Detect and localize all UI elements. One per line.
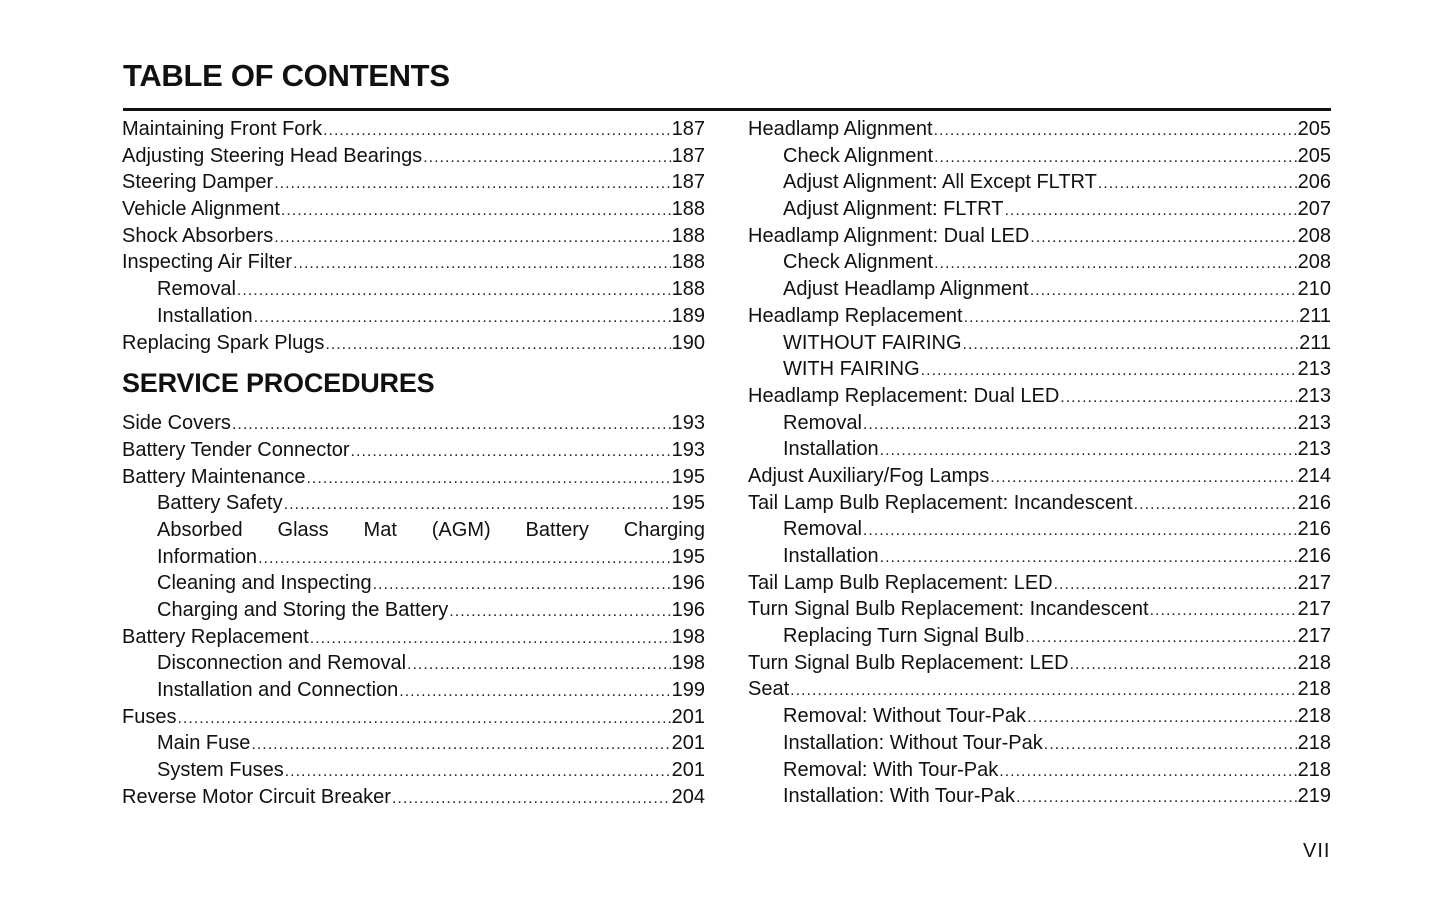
toc-entry-label: Battery Safety [157, 492, 283, 515]
toc-entry[interactable] [122, 597, 705, 624]
toc-entry-page-number: 190 [671, 331, 705, 354]
toc-entry[interactable] [122, 784, 705, 811]
toc-entry-label: Replacing Turn Signal Bulb [783, 625, 1025, 648]
agm-word: Mat [363, 518, 397, 541]
dot-leader [863, 412, 1297, 439]
dot-leader [880, 545, 1297, 572]
toc-entry-page-number: 201 [671, 732, 705, 755]
toc-entry-page-number: 187 [671, 118, 705, 140]
toc-entry-page-number: 211 [1299, 331, 1331, 354]
toc-entry[interactable] [748, 676, 1331, 703]
dot-leader [1134, 492, 1297, 519]
toc-entry-label: Removal [157, 278, 236, 301]
toc-entry[interactable] [122, 490, 705, 517]
toc-entry-label: Headlamp Replacement: Dual LED [748, 384, 1060, 407]
dot-leader [325, 332, 670, 359]
toc-entry-page-number: 218 [1297, 705, 1331, 728]
toc-entry-page-number: 188 [671, 251, 705, 274]
dot-leader [251, 732, 670, 759]
dot-leader [1060, 385, 1296, 412]
dot-leader [863, 518, 1297, 545]
toc-entry-label: Adjust Alignment: All Except FLTRT [783, 171, 1097, 194]
toc-entry[interactable] [122, 624, 705, 651]
toc-entry-label: Removal [783, 411, 862, 434]
toc-entry[interactable] [748, 276, 1331, 303]
dot-leader [177, 706, 670, 733]
toc-entry-label: WITHOUT FAIRING [783, 331, 962, 354]
toc-entry[interactable] [748, 249, 1331, 276]
toc-entry-page-number: 219 [1297, 785, 1331, 808]
toc-entry[interactable] [122, 677, 705, 704]
toc-entry-label: Inspecting Air Filter [122, 251, 293, 274]
toc-entry-page-number: 188 [671, 278, 705, 301]
toc-entry-page-number: 193 [671, 438, 705, 461]
toc-entry-page-number: 210 [1297, 278, 1331, 301]
toc-entry-label: Vehicle Alignment [122, 198, 280, 221]
dot-leader [310, 626, 671, 653]
dot-leader [1054, 572, 1297, 599]
dot-leader [281, 198, 671, 225]
toc-entry[interactable] [122, 437, 705, 464]
toc-entry-page-number: 213 [1297, 384, 1331, 407]
toc-entry-label: Headlamp Alignment [748, 118, 933, 140]
toc-entry-page-number: 205 [1297, 144, 1331, 167]
toc-entry-page-number: 201 [671, 759, 705, 782]
toc-entry[interactable] [748, 730, 1331, 757]
toc-list-right [748, 116, 1331, 810]
toc-entry-label: Steering Damper [122, 171, 274, 194]
dot-leader [1044, 732, 1297, 759]
toc-entry[interactable] [122, 116, 705, 143]
toc-entry-page-number: 195 [671, 545, 705, 568]
toc-entry[interactable] [122, 330, 705, 357]
toc-entry-page-number: 216 [1297, 491, 1331, 514]
dot-leader [963, 332, 1299, 359]
toc-entry[interactable] [122, 143, 705, 170]
dot-leader [1150, 598, 1297, 625]
toc-entry-label: Charging and Storing the Battery [157, 599, 449, 621]
dot-leader [423, 145, 670, 172]
toc-entry[interactable] [122, 410, 705, 437]
toc-entry-label: Reverse Motor Circuit Breaker [122, 785, 391, 808]
dot-leader [921, 358, 1297, 385]
toc-entry-page-number: 213 [1297, 438, 1331, 461]
toc-entry-page-number: 216 [1297, 518, 1331, 541]
dot-leader [407, 652, 671, 679]
dot-leader [990, 465, 1296, 492]
toc-entry-label: Installation and Connection [157, 679, 399, 702]
toc-entry-page-number: 216 [1297, 545, 1331, 567]
toc-entry-page-number: 198 [671, 652, 705, 675]
dot-leader [1004, 198, 1296, 225]
dot-leader [373, 572, 671, 599]
toc-entry-label: Fuses [122, 705, 177, 728]
toc-entry[interactable] [748, 757, 1331, 784]
toc-entry-label: System Fuses [157, 759, 284, 782]
page-folio: VII [1303, 840, 1331, 862]
toc-entry-page-number: 208 [1297, 251, 1331, 274]
toc-entry-page-number: 193 [671, 412, 705, 435]
toc-entry-page-number: 188 [671, 198, 705, 221]
dot-leader [449, 599, 670, 626]
toc-entry-page-number: 196 [671, 572, 705, 595]
toc-entry-label: Tail Lamp Bulb Replacement: Incandescent [748, 491, 1133, 514]
toc-entry-label: Turn Signal Bulb Replacement: Incandescent [748, 598, 1149, 621]
dot-leader [1098, 171, 1297, 198]
toc-entry-page-number: 189 [671, 304, 705, 327]
toc-entry-page-number: 208 [1297, 224, 1331, 247]
dot-leader [258, 546, 671, 573]
toc-entry-label: Installation [783, 545, 879, 567]
dot-leader [1027, 705, 1297, 732]
toc-entry[interactable] [122, 303, 705, 330]
toc-entry-label: Tail Lamp Bulb Replacement: LED [748, 571, 1053, 594]
toc-entry-page-number: 188 [671, 224, 705, 247]
page-title: TABLE OF CONTENTS [123, 58, 450, 93]
agm-word: Charging [623, 518, 705, 541]
dot-leader [790, 678, 1296, 705]
dot-leader [232, 412, 671, 439]
toc-entry-label: Battery Replacement [122, 625, 309, 648]
dot-leader [285, 759, 671, 786]
toc-entry-label: Turn Signal Bulb Replacement: LED [748, 651, 1069, 674]
toc-entry-label: WITH FAIRING [783, 358, 920, 381]
dot-leader [293, 251, 671, 278]
toc-list-left-top [122, 116, 705, 356]
toc-entry-label: Removal: Without Tour-Pak [783, 705, 1027, 728]
toc-entry-page-number: 211 [1299, 304, 1331, 327]
toc-entry[interactable] [122, 276, 705, 303]
toc-entry-page-number: 201 [671, 705, 705, 728]
toc-entry-label: Check Alignment [783, 251, 934, 274]
toc-entry-page-number: 214 [1297, 464, 1331, 487]
dot-leader [1030, 225, 1296, 252]
toc-entry[interactable] [748, 570, 1331, 597]
toc-entry-label: Battery Tender Connector [122, 438, 350, 461]
toc-entry-page-number: 218 [1297, 678, 1331, 701]
dot-leader [934, 118, 1297, 145]
dot-leader [306, 466, 670, 493]
toc-entry-page-number: 217 [1297, 571, 1331, 594]
toc-entry[interactable] [748, 383, 1331, 410]
agm-word: (AGM) [431, 518, 491, 541]
toc-entry[interactable] [748, 463, 1331, 490]
toc-entry-page-number: 195 [671, 465, 705, 488]
toc-entry-page-number: 217 [1297, 625, 1331, 648]
dot-leader [323, 118, 671, 145]
toc-entry[interactable] [748, 410, 1331, 437]
toc-entry-page-number: 199 [671, 679, 705, 702]
toc-entry-page-number: 213 [1297, 411, 1331, 434]
dot-leader [254, 305, 671, 332]
toc-entry[interactable] [122, 544, 705, 571]
toc-entry[interactable] [748, 703, 1331, 730]
toc-entry[interactable] [122, 169, 705, 196]
toc-entry-label: Adjusting Steering Head Bearings [122, 144, 423, 167]
toc-entry-page-number: 196 [671, 599, 705, 621]
toc-entry-label: Adjust Headlamp Alignment [783, 278, 1029, 301]
dot-leader [964, 305, 1299, 332]
title-rule [123, 108, 1331, 111]
toc-entry-page-number: 218 [1297, 731, 1331, 754]
toc-entry[interactable] [748, 303, 1331, 330]
toc-entry-label: Side Covers [122, 412, 231, 435]
toc-entry[interactable] [748, 223, 1331, 250]
toc-entry-label: Battery Maintenance [122, 465, 306, 488]
toc-entry[interactable] [748, 543, 1331, 570]
toc-entry-page-number: 206 [1297, 171, 1331, 194]
dot-leader [880, 438, 1297, 465]
toc-entry-label: Removal: With Tour-Pak [783, 758, 999, 781]
toc-entry-label: Installation: Without Tour-Pak [783, 731, 1043, 754]
agm-word: Battery [525, 518, 589, 541]
toc-entry[interactable] [122, 196, 705, 223]
toc-entry[interactable] [122, 704, 705, 731]
toc-entry-label: Information [157, 545, 258, 568]
toc-entry-agm-first-line[interactable] [122, 517, 705, 544]
right-column [748, 116, 1331, 810]
toc-entry-page-number: 217 [1297, 598, 1331, 621]
toc-entry[interactable] [748, 196, 1331, 223]
dot-leader [351, 439, 671, 466]
toc-entry[interactable] [748, 330, 1331, 357]
toc-entry[interactable] [748, 623, 1331, 650]
toc-entry-page-number: 218 [1297, 651, 1331, 674]
toc-entry[interactable] [122, 223, 705, 250]
toc-entry[interactable] [748, 143, 1331, 170]
toc-entry[interactable] [748, 783, 1331, 810]
toc-entry[interactable] [748, 436, 1331, 463]
toc-entry[interactable] [748, 169, 1331, 196]
toc-entry-label: Headlamp Replacement [748, 304, 963, 327]
dot-leader [399, 679, 670, 706]
toc-entry[interactable] [748, 116, 1331, 143]
toc-entry-page-number: 218 [1297, 758, 1331, 781]
dot-leader [1030, 278, 1297, 305]
toc-entry-label: Check Alignment [783, 144, 934, 167]
dot-leader [392, 786, 671, 813]
dot-leader [1025, 625, 1296, 652]
toc-list-left-bottom-a [122, 410, 705, 517]
toc-entry[interactable] [748, 490, 1331, 517]
toc-entry-label: Adjust Auxiliary/Fog Lamps [748, 464, 990, 487]
toc-entry-label: Maintaining Front Fork [122, 118, 323, 140]
toc-entry-label: Removal [783, 518, 862, 541]
agm-word: Absorbed [157, 518, 243, 541]
dot-leader [274, 225, 670, 252]
toc-entry[interactable] [122, 730, 705, 757]
toc-entry-label: Disconnection and Removal [157, 652, 407, 675]
toc-entry[interactable] [748, 356, 1331, 383]
toc-entry-page-number: 187 [671, 171, 705, 194]
dot-leader [1070, 652, 1297, 679]
left-column [122, 116, 705, 811]
dot-leader [999, 759, 1296, 786]
toc-entry-label: Installation: With Tour-Pak [783, 785, 1015, 808]
toc-entry-label: Installation [783, 438, 879, 461]
dot-leader [934, 145, 1297, 172]
toc-entry[interactable] [122, 570, 705, 597]
toc-entry-page-number: 205 [1297, 118, 1331, 140]
toc-entry[interactable] [748, 516, 1331, 543]
agm-word: Glass [277, 518, 329, 541]
toc-entry-page-number: 198 [671, 625, 705, 648]
dot-leader [274, 171, 670, 198]
section-heading-service-procedures: SERVICE PROCEDURES [122, 368, 435, 399]
toc-entry-label: Headlamp Alignment: Dual LED [748, 224, 1030, 247]
toc-entry-label: Seat [748, 678, 790, 701]
dot-leader [284, 492, 671, 519]
toc-list-left-bottom-b [122, 544, 705, 811]
toc-entry[interactable] [122, 650, 705, 677]
dot-leader [1016, 785, 1297, 812]
dot-leader [237, 278, 671, 305]
toc-entry-label: Cleaning and Inspecting [157, 572, 372, 595]
toc-entry-page-number: 213 [1297, 358, 1331, 381]
toc-entry-label: Installation [157, 304, 253, 327]
toc-entry-label: Main Fuse [157, 732, 251, 755]
toc-entry-page-number: 204 [671, 785, 705, 808]
toc-entry[interactable] [122, 757, 705, 784]
toc-entry[interactable] [122, 464, 705, 491]
toc-entry[interactable] [122, 249, 705, 276]
toc-entry[interactable] [748, 596, 1331, 623]
toc-entry-label: Replacing Spark Plugs [122, 331, 325, 354]
toc-entry[interactable] [748, 650, 1331, 677]
toc-entry-page-number: 207 [1297, 198, 1331, 221]
toc-entry-page-number: 195 [671, 492, 705, 515]
dot-leader [934, 251, 1297, 278]
toc-entry-label: Adjust Alignment: FLTRT [783, 198, 1004, 221]
toc-entry-page-number: 187 [671, 144, 705, 167]
toc-entry-label: Shock Absorbers [122, 224, 274, 247]
